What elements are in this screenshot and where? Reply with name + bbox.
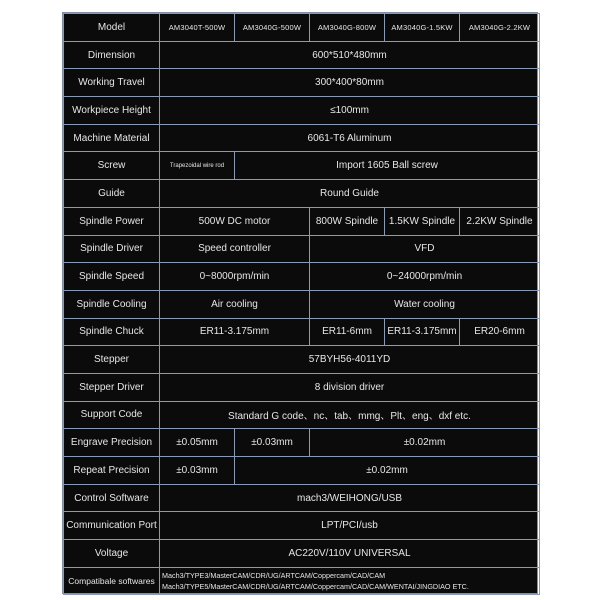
value-spindle-chuck: ER11-3.175mm (385, 318, 460, 346)
label-communication-port: Communication Port (64, 512, 160, 540)
row-workpiece-height (64, 97, 540, 125)
model-cell: AM3040G-800W (310, 14, 385, 42)
value-engrave-precision: ±0.02mm (310, 429, 540, 457)
value-spindle-cooling: Water cooling (310, 290, 540, 318)
label-screw: Screw (64, 152, 160, 180)
model-cell: AM3040G-2.2KW (460, 14, 540, 42)
label-model: Model (64, 14, 160, 42)
value-voltage: AC220V/110V UNIVERSAL (160, 540, 540, 568)
value-spindle-speed: 0~8000rpm/min (160, 263, 310, 291)
label-engrave-precision: Engrave Precision (64, 429, 160, 457)
label-spindle-driver: Spindle Driver (64, 235, 160, 263)
value-dimension: 600*510*480mm (160, 41, 540, 69)
value-screw-ball: Import 1605 Ball screw (235, 152, 540, 180)
label-stepper: Stepper (64, 346, 160, 374)
row-spindle-speed (64, 263, 540, 291)
value-engrave-precision: ±0.03mm (235, 429, 310, 457)
row-spindle-driver (64, 235, 540, 263)
label-spindle-cooling: Spindle Cooling (64, 290, 160, 318)
compatible-software-line: Mach3/TYPE3/MasterCAM/CDR/UG/ARTCAM/Coppercam/CAD/CAM (162, 571, 386, 581)
label-spindle-power: Spindle Power (64, 207, 160, 235)
row-spindle-power (64, 207, 540, 235)
value-spindle-cooling: Air cooling (160, 290, 310, 318)
model-cell: AM3040G-500W (235, 14, 310, 42)
value-spindle-chuck: ER20-6mm (460, 318, 540, 346)
row-compatible-software (64, 567, 540, 595)
value-repeat-precision: ±0.02mm (235, 457, 540, 485)
model-cell: AM3040T-500W (160, 14, 235, 42)
model-cell: AM3040G-1.5KW (385, 14, 460, 42)
row-stepper-driver (64, 373, 540, 401)
value-spindle-driver: Speed controller (160, 235, 310, 263)
value-spindle-power: 1.5KW Spindle (385, 207, 460, 235)
label-machine-material: Machine Material (64, 124, 160, 152)
row-model (64, 14, 540, 42)
value-spindle-chuck: ER11-3.175mm (160, 318, 310, 346)
row-screw (64, 152, 540, 180)
value-machine-material: 6061-T6 Aluminum (160, 124, 540, 152)
value-stepper-driver: 8 division driver (160, 373, 540, 401)
row-communication-port (64, 512, 540, 540)
value-spindle-driver: VFD (310, 235, 540, 263)
row-machine-material (64, 124, 540, 152)
spec-table-frame (62, 12, 538, 594)
row-support-code (64, 401, 540, 429)
value-screw-trapezoidal: Trapezoidal wire rod (160, 152, 235, 180)
value-working-travel: 300*400*80mm (160, 69, 540, 97)
value-spindle-power: 800W Spindle (310, 207, 385, 235)
row-voltage (64, 540, 540, 568)
row-repeat-precision (64, 457, 540, 485)
label-spindle-chuck: Spindle Chuck (64, 318, 160, 346)
value-guide: Round Guide (160, 180, 540, 208)
value-spindle-chuck: ER11-6mm (310, 318, 385, 346)
value-spindle-power: 2.2KW Spindle (460, 207, 540, 235)
label-voltage: Voltage (64, 540, 160, 568)
row-engrave-precision (64, 429, 540, 457)
value-control-software: mach3/WEIHONG/USB (160, 484, 540, 512)
compatible-software-line: Mach3/TYPE5/MasterCAM/CDR/UG/ARTCAM/Coppercam/CAD/CAM/WENTAI/JINGDIAO ETC. (162, 582, 469, 592)
label-compatible-software: Compatibale softwares (64, 567, 160, 595)
value-engrave-precision: ±0.05mm (160, 429, 235, 457)
value-repeat-precision: ±0.03mm (160, 457, 235, 485)
row-working-travel (64, 69, 540, 97)
row-control-software (64, 484, 540, 512)
row-dimension (64, 41, 540, 69)
row-stepper (64, 346, 540, 374)
spec-table (63, 13, 540, 595)
value-workpiece-height: ≤100mm (160, 97, 540, 125)
row-spindle-chuck (64, 318, 540, 346)
value-stepper: 57BYH56-4011YD (160, 346, 540, 374)
label-stepper-driver: Stepper Driver (64, 373, 160, 401)
label-repeat-precision: Repeat Precision (64, 457, 160, 485)
value-communication-port: LPT/PCI/usb (160, 512, 540, 540)
label-dimension: Dimension (64, 41, 160, 69)
row-guide (64, 180, 540, 208)
label-workpiece-height: Workpiece Height (64, 97, 160, 125)
label-guide: Guide (64, 180, 160, 208)
label-spindle-speed: Spindle Speed (64, 263, 160, 291)
label-support-code: Support Code (64, 401, 160, 429)
row-spindle-cooling (64, 290, 540, 318)
value-spindle-speed: 0~24000rpm/min (310, 263, 540, 291)
value-compatible-software (160, 567, 540, 595)
value-support-code: Standard G code、nc、tab、mmg、Plt、eng、dxf etc. (160, 401, 540, 429)
value-spindle-power: 500W DC motor (160, 207, 310, 235)
label-working-travel: Working Travel (64, 69, 160, 97)
label-control-software: Control Software (64, 484, 160, 512)
